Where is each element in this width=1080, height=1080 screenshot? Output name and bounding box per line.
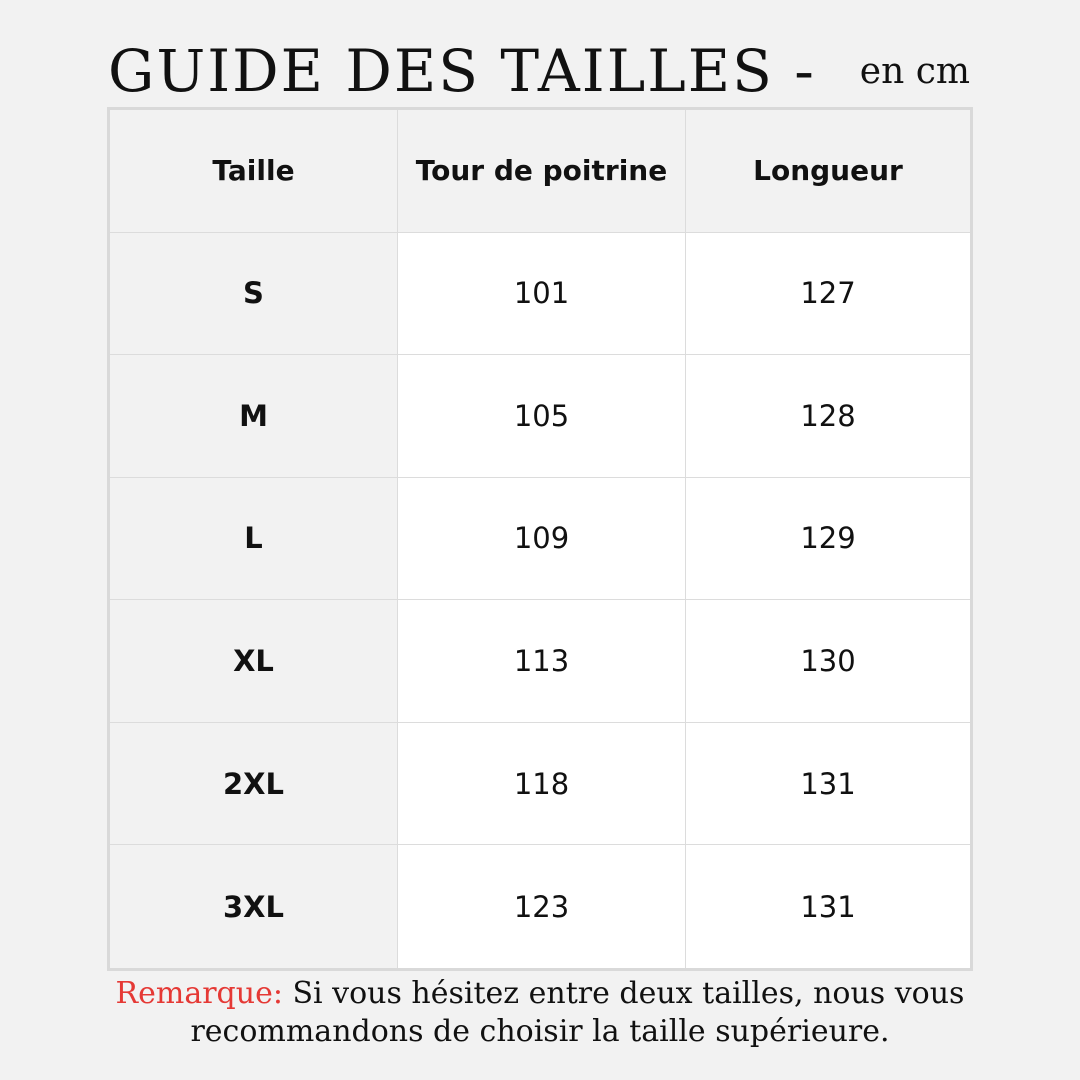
chest-cell: 101 xyxy=(398,233,686,356)
length-cell: 127 xyxy=(686,233,970,356)
length-cell: 131 xyxy=(686,723,970,846)
chest-cell: 105 xyxy=(398,355,686,478)
note-text: Si vous hésitez entre deux tailles, nous vous recommandons de choisir la taille supérieure. xyxy=(190,976,965,1049)
size-note xyxy=(60,975,1020,1051)
title-unit: en cm xyxy=(859,51,970,92)
size-cell: XL xyxy=(110,600,398,723)
size-cell: S xyxy=(110,233,398,356)
size-table xyxy=(107,107,973,971)
length-cell: 129 xyxy=(686,478,970,601)
chest-cell: 123 xyxy=(398,845,686,968)
header-longueur: Longueur xyxy=(686,110,970,233)
size-cell: 2XL xyxy=(110,723,398,846)
header-taille: Taille xyxy=(110,110,398,233)
chest-cell: 113 xyxy=(398,600,686,723)
length-cell: 130 xyxy=(686,600,970,723)
header-tour-de-poitrine: Tour de poitrine xyxy=(398,110,686,233)
size-cell: M xyxy=(110,355,398,478)
note-label: Remarque: xyxy=(115,976,283,1011)
size-cell: L xyxy=(110,478,398,601)
chest-cell: 109 xyxy=(398,478,686,601)
length-cell: 131 xyxy=(800,889,856,924)
page-title xyxy=(108,38,974,104)
size-cell: 3XL xyxy=(110,845,398,968)
title-main: GUIDE DES TAILLES - xyxy=(108,37,816,105)
length-cell: 128 xyxy=(686,355,970,478)
chest-cell: 118 xyxy=(398,723,686,846)
